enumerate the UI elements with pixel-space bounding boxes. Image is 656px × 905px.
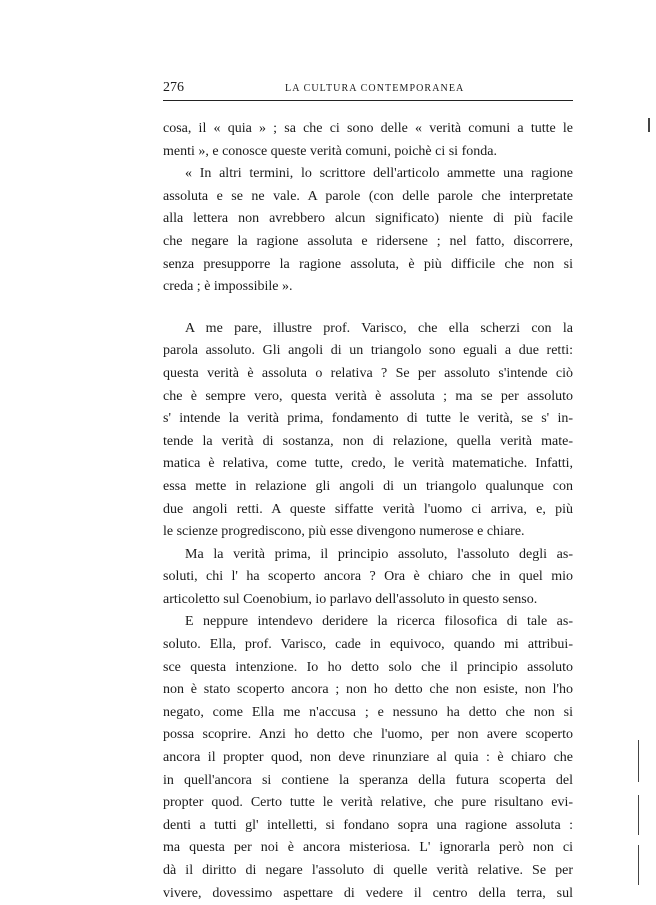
margin-scan-mark: [638, 740, 639, 782]
text-line: due angoli retti. A queste siffatte verità l'uomo ci arriva, e, più: [163, 501, 573, 517]
text-line: senza presupporre la ragione assoluta, è più difficile che non si: [163, 256, 573, 272]
text-line: in quell'ancora si contiene la speranza della futura scoperta del: [163, 772, 573, 788]
text-line: che negare la ragione assoluta e ridersene ; nel fatto, discorrere,: [163, 233, 573, 249]
text-line: vivere, dovessimo aspettare di vedere il centro della terra, sul: [163, 885, 573, 901]
page-number: 276: [163, 80, 184, 95]
text-line: denti a tutti gl' intelletti, si fondano sopra una ragione assoluta :: [163, 817, 573, 833]
body-text: [163, 118, 573, 905]
text-line: alla lettera non avrebbero alcun significato) niente di più facile: [163, 211, 573, 227]
text-line: creda ; è impossibile ».: [163, 279, 293, 295]
paragraph-gap: [163, 299, 573, 318]
text-line: parola assoluto. Gli angoli di un triangolo sono eguali a due retti:: [163, 343, 573, 359]
text-line: sce questa intenzione. Io ho detto solo che il principio assoluto: [163, 659, 573, 675]
text-line: cosa, il « quia » ; sa che ci sono delle « verità comuni a tutte le: [163, 121, 573, 136]
text-line: essa mette in relazione gli angoli di un triangolo qualunque con: [163, 478, 573, 494]
text-line: E neppure intendevo deridere la ricerca filosofica di tale as-: [185, 614, 573, 630]
text-line: questa verità è assoluta o relativa ? Se per assoluto s'intende ciò: [163, 365, 573, 381]
text-line: A me pare, illustre prof. Varisco, che ella scherzi con la: [185, 320, 573, 336]
text-line: le scienze progrediscono, più esse divengono numerose e chiare.: [163, 524, 525, 540]
text-line: matica è relativa, come tutte, credo, le verità matematiche. Infatti,: [163, 456, 573, 472]
text-line: ancora il propter quod, non deve rinunziare al quia : è chiaro che: [163, 750, 573, 766]
text-line: assoluta e se ne vale. A parole (con delle parole che interpretate: [163, 188, 573, 204]
text-line: che è sempre vero, questa verità è assoluta ; ma se per assoluto: [163, 388, 573, 404]
text-line: menti », e conosce queste verità comuni, poichè ci si fonda.: [163, 143, 497, 159]
text-line: soluto. Ella, prof. Varisco, cade in equivoco, quando mi attribui-: [163, 637, 573, 653]
text-line: propter quod. Certo tutte le verità relative, che pure risultano evi-: [163, 795, 573, 811]
text-line: non è stato scoperto ancora ; non ho detto che non esiste, non l'ho: [163, 682, 573, 698]
text-line: dà il diritto di negare l'assoluto di quelle verità relative. Se per: [163, 863, 573, 878]
running-title: LA CULTURA CONTEMPORANEA: [285, 83, 465, 94]
margin-scan-mark: [638, 845, 639, 885]
text-line: « In altri termini, lo scrittore dell'articolo ammette una ragione: [185, 166, 573, 182]
text-line: soluti, chi l' ha scoperto ancora ? Ora è chiaro che in quel mio: [163, 569, 573, 585]
page-header: [163, 78, 573, 101]
text-line: possa scoprire. Anzi ho detto che l'uomo, per non avere scoperto: [163, 727, 573, 743]
margin-scan-mark: [638, 795, 639, 835]
text-line: tende la verità di sostanza, non di relazione, quella verità mate-: [163, 433, 573, 449]
text-line: articoletto sul Coenobium, io parlavo dell'assoluto in questo senso.: [163, 591, 538, 607]
text-line: s' intende la verità prima, fondamento di tutte le verità, se s' in-: [163, 411, 573, 427]
text-line: negato, come Ella me n'accusa ; e nessuno ha detto che non si: [163, 704, 573, 720]
text-line: Ma la verità prima, il principio assoluto, l'assoluto degli as-: [185, 546, 573, 562]
text-line: ma questa per noi è ancora misteriosa. L' ignorarla però non ci: [163, 840, 573, 856]
margin-scan-mark: [648, 118, 650, 132]
